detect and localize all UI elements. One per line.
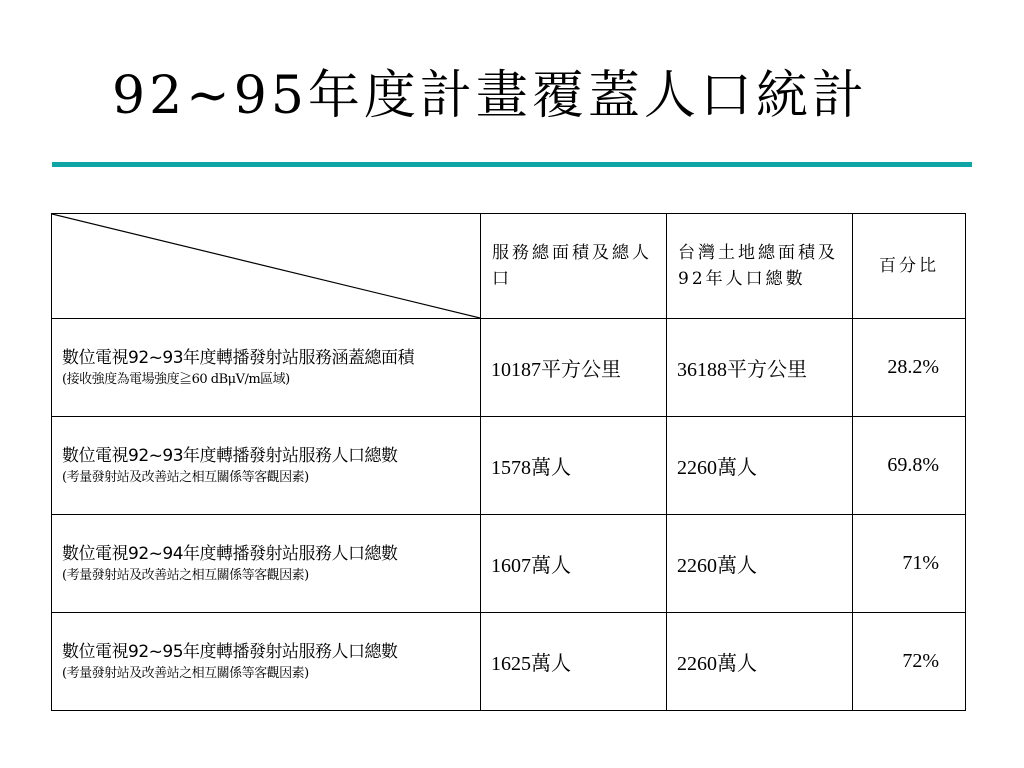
header-service: 服務總面積及總人口 <box>481 214 667 319</box>
total-value: 2260萬人 <box>667 417 853 515</box>
slide-title: 92~95年度計畫覆蓋人口統計 <box>112 66 868 126</box>
table-row <box>52 417 966 515</box>
diagonal-line <box>52 214 480 318</box>
service-value: 1578萬人 <box>481 417 667 515</box>
header-total: 台灣土地總面積及92年人口總數 <box>667 214 853 319</box>
row-note: (接收強度為電場強度≧60 dBμV/m區域) <box>62 372 290 387</box>
table-row <box>52 613 966 711</box>
table-row <box>52 319 966 417</box>
row-title: 數位電視92~93年度轉播發射站服務涵蓋總面積 <box>62 348 415 368</box>
row-note: (考量發射站及改善站之相互關係等客觀因素) <box>62 666 309 681</box>
header-row <box>52 214 966 319</box>
coverage-table <box>51 213 966 711</box>
row-label-cell <box>52 515 481 613</box>
service-value: 1607萬人 <box>481 515 667 613</box>
diagonal-header-cell <box>52 214 481 319</box>
row-title: 數位電視92~95年度轉播發射站服務人口總數 <box>62 642 398 662</box>
percent-value: 72% <box>853 613 966 711</box>
row-title: 數位電視92~94年度轉播發射站服務人口總數 <box>62 544 398 564</box>
percent-value: 71% <box>853 515 966 613</box>
header-percent: 百分比 <box>853 214 966 319</box>
service-value: 1625萬人 <box>481 613 667 711</box>
row-label-cell <box>52 319 481 417</box>
row-note: (考量發射站及改善站之相互關係等客觀因素) <box>62 568 309 583</box>
title-divider <box>52 162 972 167</box>
table-row <box>52 515 966 613</box>
row-note: (考量發射站及改善站之相互關係等客觀因素) <box>62 470 309 485</box>
row-label-cell <box>52 417 481 515</box>
total-value: 36188平方公里 <box>667 319 853 417</box>
total-value: 2260萬人 <box>667 613 853 711</box>
row-title: 數位電視92~93年度轉播發射站服務人口總數 <box>62 446 398 466</box>
service-value: 10187平方公里 <box>481 319 667 417</box>
row-label-cell <box>52 613 481 711</box>
total-value: 2260萬人 <box>667 515 853 613</box>
percent-value: 28.2% <box>853 319 966 417</box>
percent-value: 69.8% <box>853 417 966 515</box>
